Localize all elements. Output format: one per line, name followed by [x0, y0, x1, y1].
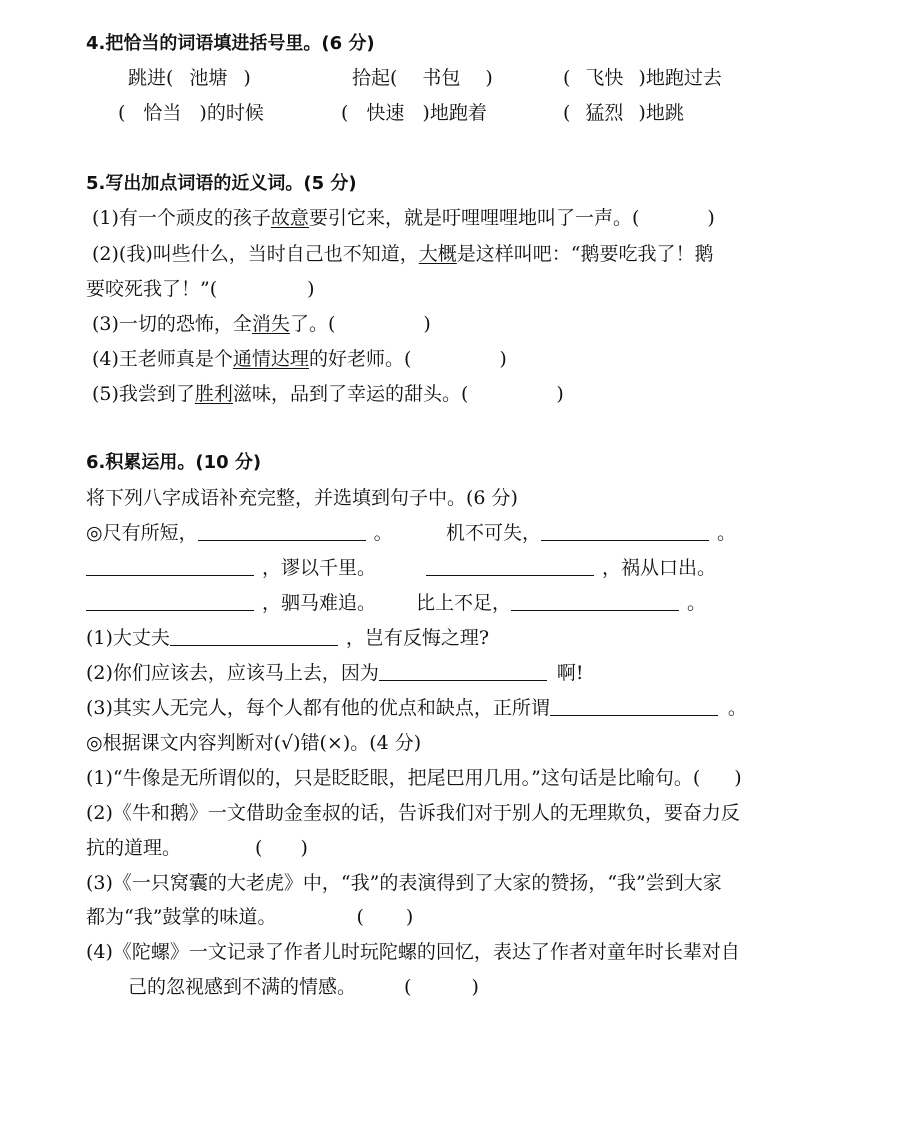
- q4-item-1: [128, 66, 251, 90]
- q5-sentence-3: [92, 312, 431, 336]
- q4-item-4-post: )的时候: [199, 102, 264, 124]
- idiom-6-end: 。: [687, 592, 707, 614]
- q4-item-1-fill[interactable]: 池塘: [189, 67, 228, 89]
- q5-sentence-4: [92, 347, 507, 371]
- q4-item-4-fill[interactable]: 恰当: [143, 102, 182, 124]
- q5-s3-keyword: 消失: [251, 313, 290, 335]
- q5-s5-close: ): [556, 383, 564, 405]
- judge-1: [86, 766, 742, 790]
- q4-item-3-fill[interactable]: 飞快: [585, 67, 624, 89]
- q4-item-3: [563, 66, 722, 90]
- q5-sentence-2: [92, 242, 713, 266]
- fill-3-blank[interactable]: [550, 697, 718, 716]
- idiom-2-blank[interactable]: [541, 522, 709, 541]
- q5-s5-text: (5)我尝到了: [92, 383, 195, 405]
- q5-sentence-2-cont: [86, 277, 315, 301]
- q5-s5-text-b: 滋味，品到了幸运的甜头。(: [232, 383, 469, 405]
- idiom-4: [426, 556, 716, 580]
- judge-intro: ◎根据课文内容判断对(√)错(×)。(4 分): [86, 732, 422, 754]
- q4-item-3-pre: (: [563, 67, 571, 89]
- q6-intro: 将下列八字成语补充完整，并选填到句子中。(6 分): [86, 487, 518, 509]
- q4-item-4-pre: (: [118, 102, 126, 124]
- q5-s2-text-b: 是这样叫吧：“鹅要吃我了！鹅: [456, 243, 714, 265]
- idiom-4-blank[interactable]: [426, 557, 594, 576]
- q5-s3-text: (3)一切的恐怖，全: [92, 313, 252, 335]
- q6-heading: 6.积累运用。(10 分): [86, 452, 262, 473]
- idiom-6: [416, 591, 706, 615]
- idiom-2-end: 。: [717, 522, 737, 544]
- idiom-1-end: 。: [373, 522, 393, 544]
- judge-2: (2)《牛和鹅》一文借助金奎叔的话，告诉我们对于别人的无理欺负，要奋力反: [86, 802, 740, 824]
- judge-4: (4)《陀螺》一文记录了作者儿时玩陀螺的回忆，表达了作者对童年时长辈对自: [86, 941, 740, 963]
- fill-3-end: 。: [727, 697, 747, 719]
- judge-2-open: (: [255, 837, 263, 859]
- fill-2-blank[interactable]: [379, 662, 547, 681]
- fill-sentence-3: [86, 696, 747, 720]
- q4-heading: 4.把恰当的词语填进括号里。(6 分): [86, 33, 375, 54]
- judge-4-cont: [128, 975, 479, 999]
- q4-item-3-post: )地跑过去: [638, 67, 722, 89]
- q5-s4-text: (4)王老师真是个: [92, 348, 233, 370]
- q4-item-4: [118, 101, 264, 125]
- idiom-6-text: 比上不足，: [416, 592, 512, 614]
- idiom-1: [86, 521, 393, 545]
- fill-2-end: 啊!: [556, 662, 584, 684]
- q4-item-2-pre: 拾起(: [352, 67, 398, 89]
- q4-item-5-fill[interactable]: 快速: [366, 102, 405, 124]
- q5-s2-keyword: 大概: [418, 243, 457, 265]
- idiom-1-blank[interactable]: [198, 522, 366, 541]
- judge-1-text: (1)“牛像是无所谓似的，只是眨眨眼，把尾巴用几用。”这句话是比喻句。(: [86, 767, 701, 789]
- q5-heading: 5.写出加点词语的近义词。(5 分): [86, 173, 357, 194]
- judge-3: (3)《一只窝囊的大老虎》中，“我”的表演得到了大家的赞扬，“我”尝到大家: [86, 872, 722, 894]
- q5-s1-text-b: 要引它来，就是吁哩哩哩地叫了一声。(: [308, 207, 640, 229]
- judge-2-text: 抗的道理。: [86, 837, 182, 859]
- judge-4-open: (: [404, 976, 412, 998]
- idiom-5-blank[interactable]: [86, 592, 254, 611]
- q5-sentence-1: [92, 206, 715, 230]
- idiom-1-text: ◎尺有所短，: [86, 522, 198, 544]
- q5-s2-text: (2)(我)叫些什么，当时自己也不知道，: [92, 243, 419, 265]
- q4-item-2-fill[interactable]: 书包: [422, 67, 461, 89]
- q4-item-6-post: )地跳: [638, 102, 684, 124]
- fill-sentence-1: [86, 626, 489, 650]
- judge-2-cont: [86, 836, 308, 860]
- idiom-2: [446, 521, 736, 545]
- q5-s5-keyword: 胜利: [194, 383, 233, 405]
- judge-4-text: 己的忽视感到不满的情感。: [128, 976, 357, 998]
- q5-s4-keyword: 通情达理: [232, 348, 309, 370]
- idiom-4-text: ，祸从口出。: [602, 557, 717, 579]
- fill-1-end: ，岂有反悔之理?: [345, 627, 490, 649]
- q4-item-1-pre: 跳进(: [128, 67, 174, 89]
- q5-s1-text: (1)有一个顽皮的孩子: [92, 207, 271, 229]
- q5-s4-close: ): [499, 348, 507, 370]
- q4-item-6-fill[interactable]: 猛烈: [585, 102, 624, 124]
- q5-s3-close: ): [423, 313, 431, 335]
- idiom-3-blank[interactable]: [86, 557, 254, 576]
- judge-3-cont: [86, 905, 413, 929]
- q5-s1-close: ): [707, 207, 715, 229]
- q5-s1-keyword: 故意: [270, 207, 309, 229]
- q5-sentence-5: [92, 382, 564, 406]
- fill-3-text: (3)其实人无完人，每个人都有他的优点和缺点，正所谓: [86, 697, 550, 719]
- judge-3-text: 都为“我”鼓掌的味道。: [86, 906, 277, 928]
- q4-item-6-pre: (: [563, 102, 571, 124]
- q5-s2b-text: 要咬死我了！”(: [86, 278, 218, 300]
- q4-item-2-post: ): [485, 67, 493, 89]
- q4-item-5-pre: (: [341, 102, 349, 124]
- q5-s2b-close: ): [307, 278, 315, 300]
- q4-item-5-post: )地跑着: [422, 102, 487, 124]
- q4-item-1-post: ): [243, 67, 251, 89]
- judge-3-close: ): [405, 906, 414, 928]
- idiom-3: [86, 556, 376, 580]
- judge-3-open: (: [356, 906, 364, 928]
- idiom-5-text: ，驷马难追。: [262, 592, 377, 614]
- q4-item-5: [341, 101, 487, 125]
- fill-sentence-2: [86, 661, 584, 685]
- judge-2-close: ): [300, 837, 308, 859]
- fill-1-blank[interactable]: [170, 627, 338, 646]
- judge-1-close: ): [734, 767, 742, 789]
- idiom-6-blank[interactable]: [511, 592, 679, 611]
- judge-4-close: ): [471, 976, 479, 998]
- q4-item-6: [563, 101, 684, 125]
- idiom-2-text: 机不可失，: [446, 522, 542, 544]
- fill-1-text: (1)大丈夫: [86, 627, 170, 649]
- q5-s4-text-b: 的好老师。(: [308, 348, 412, 370]
- q4-item-2: [352, 66, 493, 90]
- idiom-3-text: ，谬以千里。: [262, 557, 377, 579]
- q5-s3-text-b: 了。(: [289, 313, 336, 335]
- idiom-5: [86, 591, 376, 615]
- fill-2-text: (2)你们应该去，应该马上去，因为: [86, 662, 379, 684]
